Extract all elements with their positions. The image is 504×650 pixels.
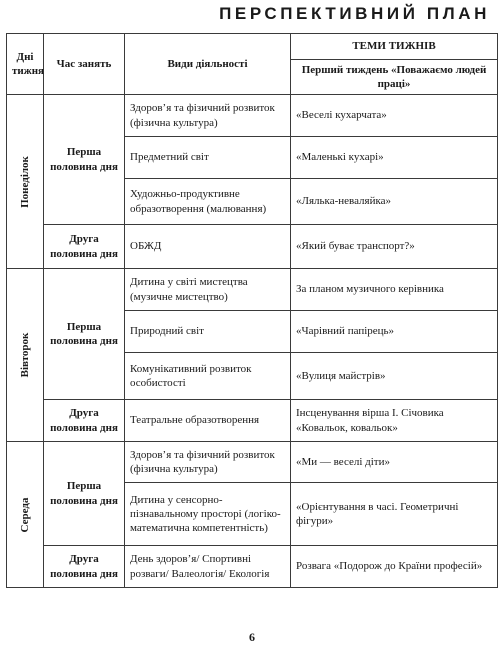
activity-cell: Комунікативний розвиток особистості — [125, 353, 291, 400]
activity-cell: День здоров’я/ Спортивні розваги/ Валеологія/ Екологія — [125, 546, 291, 588]
theme-cell: За планом музичного керівника — [291, 269, 498, 311]
theme-cell: «Чарівний папірець» — [291, 311, 498, 353]
table-row — [7, 225, 498, 269]
activity-cell: Здоров’я та фізичний розвиток (фізична культура) — [125, 95, 291, 137]
page-number: 6 — [249, 630, 255, 644]
second-half-label: Друга половина дня — [44, 400, 125, 442]
days-header: Дні тижня — [7, 34, 44, 95]
theme-cell: «Лялька-неваляйка» — [291, 179, 498, 225]
day-label — [7, 269, 44, 442]
activity-cell: Художньо-продуктивне образотворення (малювання) — [125, 179, 291, 225]
day-name: Середа — [18, 497, 31, 532]
table-row — [7, 269, 498, 311]
day-name: Понеділок — [18, 155, 31, 208]
table-row — [7, 442, 498, 483]
week-header: Перший тиждень «Поважаємо людей праці» — [291, 60, 498, 95]
theme-cell: «Вулиця майстрів» — [291, 353, 498, 400]
header-row — [7, 34, 498, 60]
day-name: Вівторок — [18, 332, 31, 378]
theme-cell: «Ми — веселі діти» — [291, 442, 498, 483]
activity-cell: Дитина у світі мистецтва (музичне мистецтво) — [125, 269, 291, 311]
day-label — [7, 442, 44, 588]
activity-cell: ОБЖД — [125, 225, 291, 269]
themes-header: ТЕМИ ТИЖНІВ — [291, 34, 498, 60]
plan-table — [6, 33, 498, 588]
second-half-label: Друга половина дня — [44, 225, 125, 269]
activities-header: Види діяльності — [125, 34, 291, 95]
day-label — [7, 95, 44, 269]
activity-cell: Дитина у сенсорно-пізнавальному просторі (логіко-математична компетентність) — [125, 483, 291, 546]
theme-cell: Розвага «Подорож до Країни професій» — [291, 546, 498, 588]
time-header: Час занять — [44, 34, 125, 95]
activity-cell: Природний світ — [125, 311, 291, 353]
theme-cell: Інсценування вірша І. Січовика «Ковальок, ковальок» — [291, 400, 498, 442]
activity-cell: Театральне образотворення — [125, 400, 291, 442]
table-row — [7, 400, 498, 442]
theme-cell: «Маленькі кухарі» — [291, 137, 498, 179]
table-row — [7, 546, 498, 588]
theme-cell: «Який буває транспорт?» — [291, 225, 498, 269]
first-half-label: Перша половина дня — [44, 442, 125, 546]
page-title: ПЕРСПЕКТИВНИЙ ПЛАН — [219, 4, 490, 23]
activity-cell: Здоров’я та фізичний розвиток (фізична культура) — [125, 442, 291, 483]
activity-cell: Предметний світ — [125, 137, 291, 179]
theme-cell: «Орієнтування в часі. Геометричні фігури» — [291, 483, 498, 546]
second-half-label: Друга половина дня — [44, 546, 125, 588]
theme-cell: «Веселі кухарчата» — [291, 95, 498, 137]
first-half-label: Перша половина дня — [44, 269, 125, 400]
first-half-label: Перша половина дня — [44, 95, 125, 225]
table-row — [7, 95, 498, 137]
